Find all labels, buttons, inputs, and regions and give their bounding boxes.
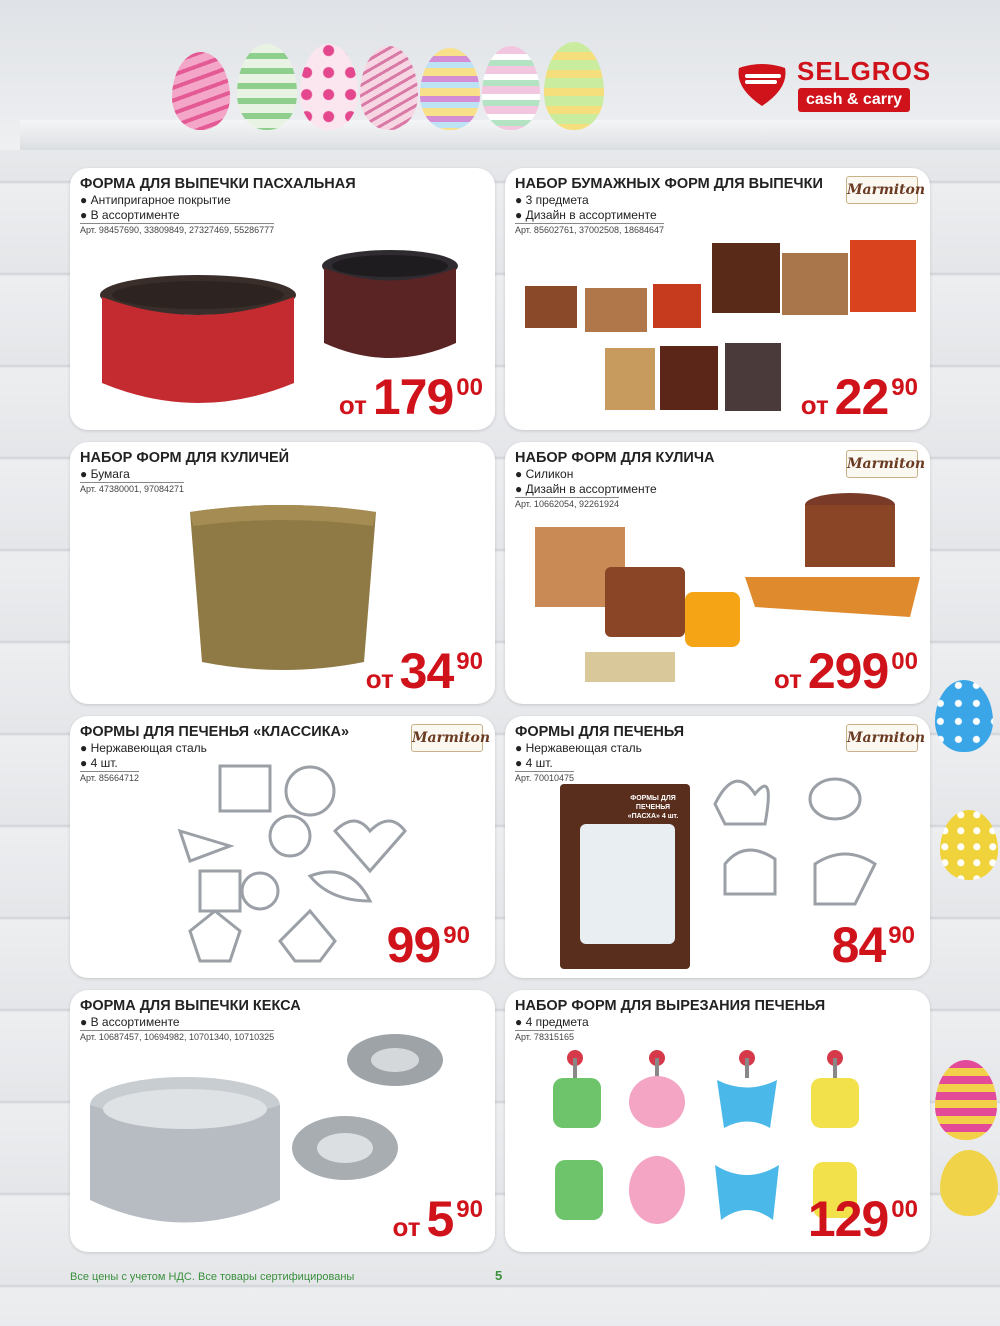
product-feature: ● Силикон xyxy=(515,467,574,481)
price-tag xyxy=(339,368,483,426)
price-cents: 00 xyxy=(891,648,918,675)
header-banner xyxy=(0,0,1000,150)
page-number: 5 xyxy=(495,1268,503,1283)
price-tag xyxy=(832,916,915,974)
product-feature: ● Дизайн в ассортименте xyxy=(515,208,657,222)
price-tag xyxy=(366,642,483,700)
product-card[interactable] xyxy=(505,990,930,1252)
selgros-logo xyxy=(705,22,965,142)
product-feature: ● Нержавеющая сталь xyxy=(80,741,207,755)
price-tag xyxy=(393,1190,483,1248)
price-prefix: от xyxy=(392,1212,421,1242)
egg-decoration xyxy=(300,44,358,130)
product-feature: ● В ассортименте xyxy=(80,1015,180,1029)
price-main: 34 xyxy=(399,643,454,699)
article-numbers: Арт. 85602761, 37002508, 18684647 xyxy=(515,225,665,235)
package-label: ФОРМЫ ДЛЯ ПЕЧЕНЬЯ «ПАСХА» 4 шт. xyxy=(627,795,679,820)
price-tag xyxy=(808,1190,918,1248)
product-card[interactable] xyxy=(70,442,495,704)
red-baking-pan-image xyxy=(98,273,298,413)
price-cents: 00 xyxy=(891,1196,918,1223)
marmiton-brand-label: Marmiton xyxy=(846,450,918,478)
price-cents: 90 xyxy=(456,1196,483,1223)
product-feature: ● Нержавеющая сталь xyxy=(515,741,642,755)
egg-decoration xyxy=(360,46,418,130)
price-tag xyxy=(774,642,918,700)
product-feature: ● Бумага xyxy=(80,467,130,481)
package-window xyxy=(580,824,675,944)
product-card[interactable] xyxy=(70,168,495,430)
product-card[interactable] xyxy=(70,990,495,1252)
price-prefix: от xyxy=(338,390,367,420)
marmiton-brand-label: Marmiton xyxy=(846,724,918,752)
product-card[interactable] xyxy=(505,442,930,704)
brand-tagline: cash & carry xyxy=(798,88,910,112)
brand-name: SELGROS xyxy=(797,56,932,86)
product-feature: ● 3 предмета xyxy=(515,193,589,207)
price-main: 84 xyxy=(831,917,886,973)
article-numbers: Арт. 47380001, 97084271 xyxy=(80,484,185,494)
product-title: ФОРМЫ ДЛЯ ПЕЧЕНЬЯ «КЛАССИКА» xyxy=(80,724,350,740)
article-numbers: Арт. 78315165 xyxy=(515,1032,574,1042)
price-cents: 90 xyxy=(443,922,470,949)
article-numbers: Арт. 10687457, 10694982, 10701340, 10710325 xyxy=(80,1032,275,1042)
price-cents: 90 xyxy=(891,374,918,401)
product-feature: ● 4 шт. xyxy=(80,756,118,770)
product-feature: ● Антипригарное покрытие xyxy=(80,193,231,207)
price-main: 99 xyxy=(386,917,441,973)
product-title: ФОРМА ДЛЯ ВЫПЕЧКИ ПАСХАЛЬНАЯ xyxy=(80,176,356,192)
price-cents: 90 xyxy=(888,922,915,949)
marmiton-brand-label: Marmiton xyxy=(411,724,483,752)
fluted-tart-tin-image xyxy=(290,1110,400,1190)
product-feature: ● 4 предмета xyxy=(515,1015,589,1029)
egg-decoration xyxy=(420,48,480,130)
price-prefix: от xyxy=(365,664,394,694)
price-prefix: от xyxy=(800,390,829,420)
product-card[interactable] xyxy=(505,168,930,430)
footer-disclaimer: Все цены с учетом НДС. Все товары сертифицированы xyxy=(70,1271,355,1283)
product-card[interactable] xyxy=(70,716,495,978)
price-cents: 00 xyxy=(456,374,483,401)
product-package xyxy=(560,784,690,969)
egg-decoration xyxy=(482,46,540,130)
article-numbers: Арт. 10662054, 92261924 xyxy=(515,499,620,509)
product-title: ФОРМА ДЛЯ ВЫПЕЧКИ КЕКСА xyxy=(80,998,301,1014)
price-prefix: от xyxy=(773,664,802,694)
price-main: 5 xyxy=(426,1191,454,1247)
article-numbers: Арт. 98457690, 33809849, 27327469, 55286777 xyxy=(80,225,275,235)
price-main: 299 xyxy=(807,643,889,699)
article-numbers: Арт. 85664712 xyxy=(80,773,139,783)
article-numbers: Арт. 70010475 xyxy=(515,773,574,783)
steel-easter-cutters-image xyxy=(705,764,905,934)
product-feature: ● 4 шт. xyxy=(515,756,553,770)
price-main: 22 xyxy=(834,369,889,425)
product-feature: ● В ассортименте xyxy=(80,208,180,222)
price-tag xyxy=(387,916,470,974)
price-main: 129 xyxy=(807,1191,889,1247)
price-tag xyxy=(801,368,918,426)
marmiton-brand-label: Marmiton xyxy=(846,176,918,204)
price-main: 179 xyxy=(372,369,454,425)
product-title: НАБОР БУМАЖНЫХ ФОРМ ДЛЯ ВЫПЕЧКИ xyxy=(515,176,823,192)
product-feature: ● Дизайн в ассортименте xyxy=(515,482,657,496)
egg-decoration xyxy=(237,44,297,130)
selgros-logo-icon xyxy=(735,62,789,108)
product-title: НАБОР ФОРМ ДЛЯ КУЛИЧА xyxy=(515,450,715,466)
product-card[interactable] xyxy=(505,716,930,978)
brown-baking-pan-image xyxy=(320,248,460,368)
product-title: НАБОР ФОРМ ДЛЯ ВЫРЕЗАНИЯ ПЕЧЕНЬЯ xyxy=(515,998,826,1014)
product-title: ФОРМЫ ДЛЯ ПЕЧЕНЬЯ xyxy=(515,724,685,740)
fluted-tart-tin-image xyxy=(345,1030,445,1100)
price-cents: 90 xyxy=(456,648,483,675)
egg-decoration xyxy=(544,42,604,130)
egg-decoration xyxy=(172,52,230,130)
springform-pan-image xyxy=(85,1075,285,1240)
paper-kulich-mold-image xyxy=(188,504,378,674)
product-title: НАБОР ФОРМ ДЛЯ КУЛИЧЕЙ xyxy=(80,450,290,466)
